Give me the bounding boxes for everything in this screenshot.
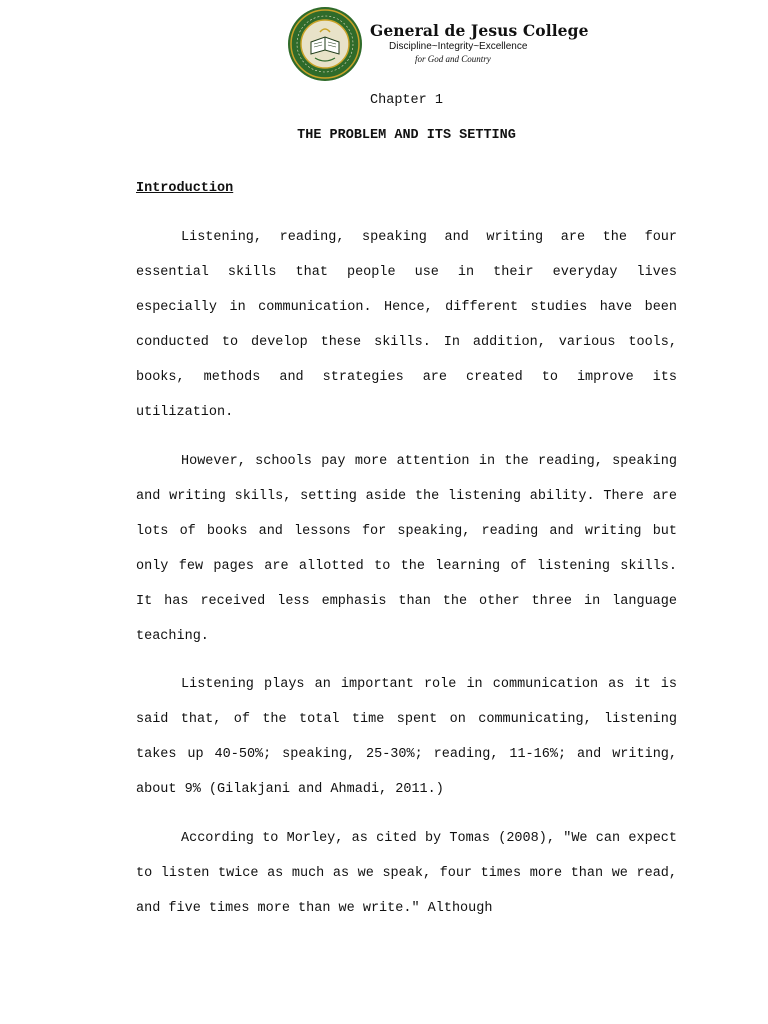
document-body [136, 220, 677, 939]
section-heading: Introduction [136, 181, 234, 196]
college-letterhead [287, 6, 589, 82]
paragraph: Listening plays an important role in communication as it is said that, of the total time spent on communicating, listening takes up 40-50%; speaking, 25-30%; reading, 11-16%; and writing, about 9% (Gilakjani and Ahmadi, 2011.) [136, 677, 677, 798]
college-tagline: for God and Country [415, 54, 491, 64]
college-name: General de Jesus College [370, 21, 589, 40]
paragraph: However, schools pay more attention in the reading, speaking and writing skills, setting aside the listening ability. There are lots of books and lessons for speaking, reading and writing but only few pages are allotted to the learning of listening skills. It has received less emphasis than the other three in language teaching. [136, 453, 677, 645]
college-motto: Discipline~Integrity~Excellence [389, 41, 528, 52]
college-seal-logo [287, 6, 363, 82]
chapter-title: THE PROBLEM AND ITS SETTING [297, 128, 516, 143]
paragraph: Listening, reading, speaking and writing are the four essential skills that people use in their everyday lives especially in communication. Hence, different studies have been conducted to develop these skills. In addition, various tools, books, methods and strategies are created to improve its utilization. [136, 230, 677, 421]
paragraph: According to Morley, as cited by Tomas (2008), "We can expect to listen twice as much as we speak, four times more than we read, and five times more than we write." Although [136, 830, 677, 916]
chapter-label: Chapter 1 [370, 93, 443, 108]
